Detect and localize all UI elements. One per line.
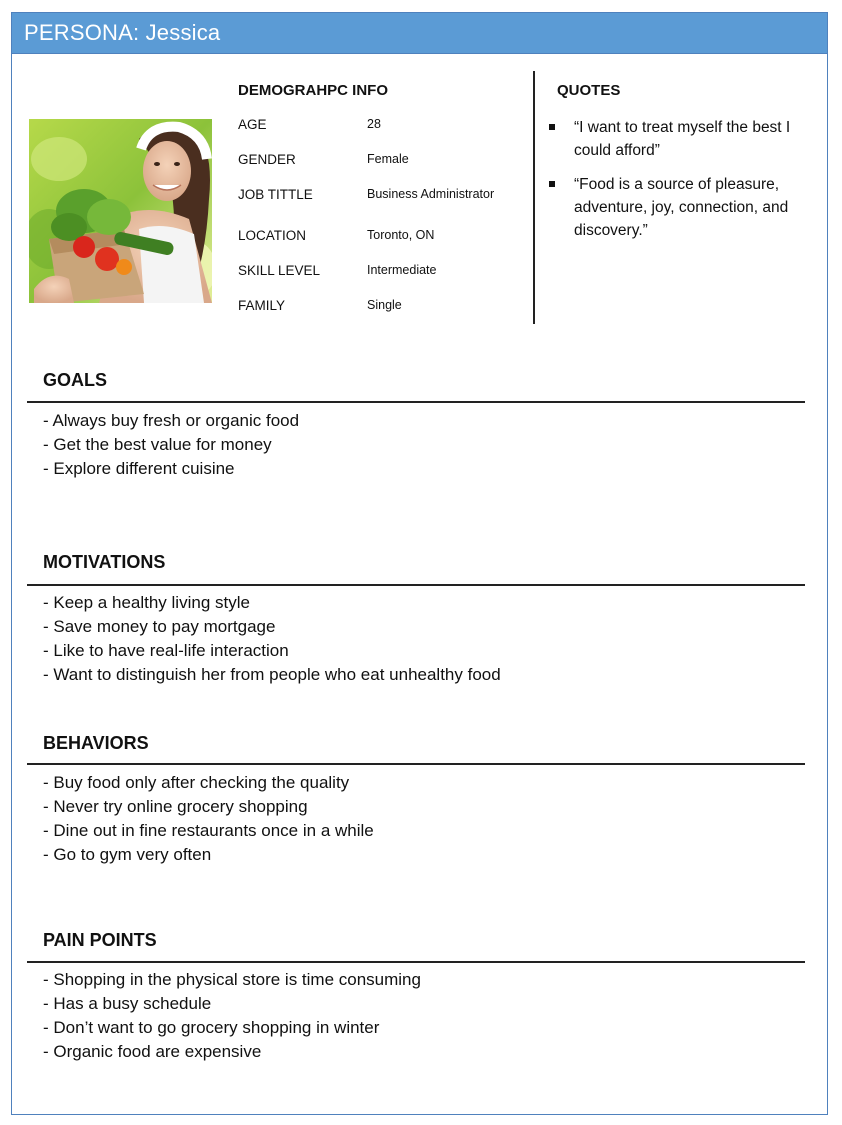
list-item: - Has a busy schedule <box>43 994 212 1013</box>
persona-title: PERSONA: Jessica <box>24 20 221 45</box>
persona-photo <box>29 119 212 303</box>
demographic-label: SKILL LEVEL <box>238 263 321 278</box>
quote-item <box>549 116 809 162</box>
list-item: - Get the best value for money <box>43 435 272 454</box>
motivations-rule <box>27 584 805 586</box>
list-item: - Go to gym very often <box>43 845 212 864</box>
quote-item <box>549 173 809 242</box>
list-item: - Like to have real-life interaction <box>43 641 289 660</box>
persona-photo-icon <box>29 119 212 303</box>
demographic-label: FAMILY <box>238 298 286 313</box>
demographic-value: Toronto, ON <box>367 228 435 242</box>
pain-points-title: PAIN POINTS <box>43 930 157 950</box>
demographic-value: Business Administrator <box>367 187 495 201</box>
list-item: - Don’t want to go grocery shopping in winter <box>43 1018 380 1037</box>
demographics-title: DEMOGRAHPC INFO <box>238 82 388 99</box>
demographic-value: Female <box>367 152 409 166</box>
quotes-title: QUOTES <box>557 82 621 99</box>
goals-list <box>43 409 299 481</box>
list-item: - Explore different cuisine <box>43 459 235 478</box>
demographic-value: Single <box>367 298 402 312</box>
behaviors-list <box>43 771 374 867</box>
demographic-value: Intermediate <box>367 263 437 277</box>
list-item: - Dine out in fine restaurants once in a while <box>43 821 374 840</box>
list-item: - Buy food only after checking the quality <box>43 773 350 792</box>
motivations-title: MOTIVATIONS <box>43 552 166 572</box>
demographic-label: GENDER <box>238 152 296 167</box>
motivations-list <box>43 591 501 687</box>
list-item: - Never try online grocery shopping <box>43 797 308 816</box>
list-item: - Keep a healthy living style <box>43 593 250 612</box>
demographic-label: AGE <box>238 117 267 132</box>
list-item: - Shopping in the physical store is time consuming <box>43 970 421 989</box>
demographic-label: LOCATION <box>238 228 307 243</box>
goals-rule <box>27 401 805 403</box>
quote-text: “I want to treat myself the best I could afford” <box>574 119 791 159</box>
persona-header <box>12 13 827 54</box>
pain-points-rule <box>27 961 805 963</box>
vertical-divider <box>533 71 535 324</box>
bullet-icon <box>549 181 555 187</box>
behaviors-title: BEHAVIORS <box>43 733 149 753</box>
demographic-value: 28 <box>367 117 381 131</box>
demographic-label: JOB TITTLE <box>238 187 313 202</box>
bullet-icon <box>549 124 555 130</box>
goals-title: GOALS <box>43 370 108 390</box>
quote-text: “Food is a source of pleasure, adventure, joy, connection, and discovery.” <box>574 176 789 239</box>
behaviors-rule <box>27 763 805 765</box>
persona-card <box>11 12 828 1115</box>
pain-points-list <box>43 968 421 1064</box>
list-item: - Want to distinguish her from people who eat unhealthy food <box>43 665 501 684</box>
list-item: - Organic food are expensive <box>43 1042 262 1061</box>
list-item: - Save money to pay mortgage <box>43 617 276 636</box>
list-item: - Always buy fresh or organic food <box>43 411 300 430</box>
